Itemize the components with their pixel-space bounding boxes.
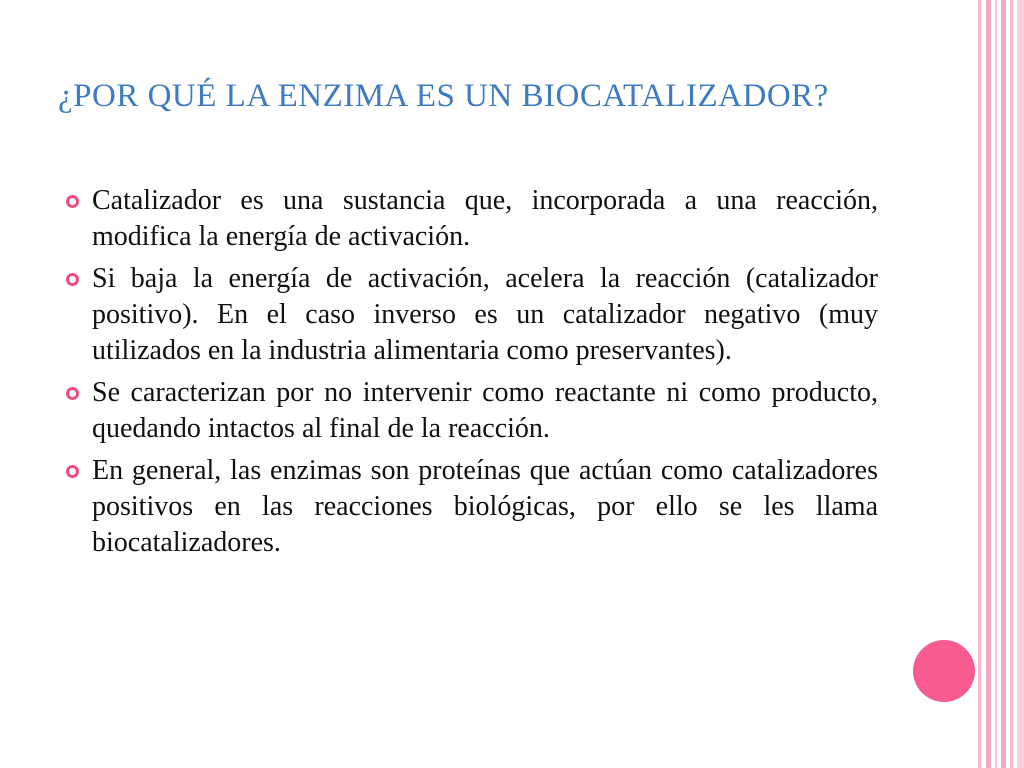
decorative-stripe: [978, 0, 981, 768]
decorative-stripe: [1001, 0, 1006, 768]
bullet-icon: [66, 273, 79, 286]
bullet-item: [60, 375, 878, 447]
bullet-icon: [66, 195, 79, 208]
pink-dot-icon: [913, 640, 975, 702]
bullet-text: Catalizador es una sustancia que, incorporada a una reacción, modifica la energía de activación.: [92, 185, 878, 252]
decorative-stripe: [1017, 0, 1024, 768]
bullet-list: [60, 183, 878, 567]
decorative-stripe: [1010, 0, 1013, 768]
slide-title: ¿POR QUÉ LA ENZIMA ES UN BIOCATALIZADOR?: [58, 78, 829, 114]
bullet-text: Se caracterizan por no intervenir como reactante ni como producto, quedando intactos al final de la reacción.: [92, 377, 878, 444]
bullet-text: Si baja la energía de activación, acelera la reacción (catalizador positivo). En el caso inverso es un catalizador negativo (muy utilizados en la industria alimentaria como preservantes).: [92, 263, 878, 366]
bullet-item: [60, 183, 878, 255]
bullet-item: [60, 453, 878, 561]
decorative-stripe: [995, 0, 997, 768]
bullet-icon: [66, 465, 79, 478]
decorative-stripe: [986, 0, 991, 768]
bullet-text: En general, las enzimas son proteínas que actúan como catalizadores positivos en las reacciones biológicas, por ello se les llama biocatalizadores.: [92, 455, 878, 558]
bullet-item: [60, 261, 878, 369]
bullet-icon: [66, 387, 79, 400]
